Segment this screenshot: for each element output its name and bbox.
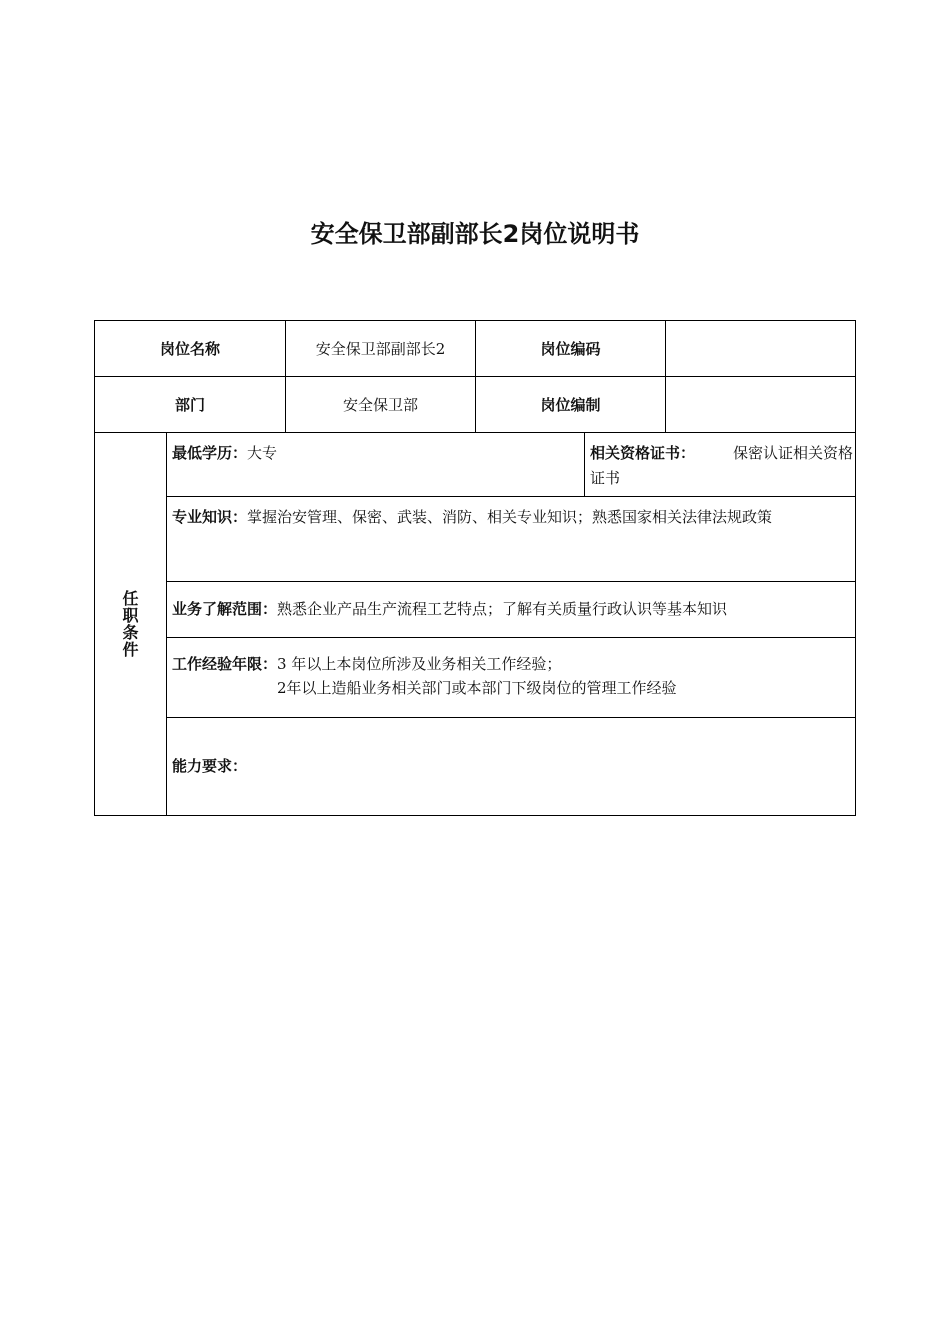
education-label: 最低学历： (172, 444, 248, 462)
section-char: 件 (122, 640, 139, 659)
knowledge-label: 专业知识： (172, 508, 248, 526)
experience-line-1: 3 年以上本岗位所涉及业务相关工作经验； (277, 655, 562, 673)
business-label: 业务了解范围： (172, 600, 278, 618)
business-cell (167, 582, 856, 638)
section-char: 条 (122, 623, 139, 642)
ability-cell (167, 718, 856, 816)
page-title: 安全保卫部副部长2岗位说明书 (310, 220, 640, 248)
experience-cell (167, 638, 856, 718)
requirements-section-label (95, 433, 167, 816)
ability-label: 能力要求： (172, 757, 248, 775)
knowledge-value: 掌握治安管理、保密、武装、消防、相关专业知识；熟悉国家相关法律法规政策 (247, 508, 773, 526)
experience-label: 工作经验年限： (172, 655, 278, 673)
position-code-value (666, 321, 856, 377)
education-cell (167, 433, 585, 497)
headcount-value (666, 377, 856, 433)
headcount-label: 岗位编制 (476, 377, 666, 433)
certificate-value-line-2: 证书 (590, 469, 621, 487)
business-value: 熟悉企业产品生产流程工艺特点；了解有关质量行政认识等基本知识 (277, 600, 728, 618)
section-char: 任 (122, 589, 139, 608)
certificate-cell (585, 433, 856, 497)
certificate-label: 相关资格证书： (590, 444, 696, 462)
position-name-value: 安全保卫部副部长2 (286, 321, 476, 377)
knowledge-cell (167, 497, 856, 582)
section-char: 职 (122, 606, 139, 625)
position-name-label: 岗位名称 (95, 321, 286, 377)
department-value: 安全保卫部 (286, 377, 476, 433)
position-code-label: 岗位编码 (476, 321, 666, 377)
experience-line-2: 2年以上造船业务相关部门或本部门下级岗位的管理工作经验 (277, 679, 677, 697)
department-label: 部门 (95, 377, 286, 433)
certificate-value-line-1: 保密认证相关资格 (732, 444, 853, 462)
education-value: 大专 (247, 444, 278, 462)
job-description-table (94, 320, 856, 816)
